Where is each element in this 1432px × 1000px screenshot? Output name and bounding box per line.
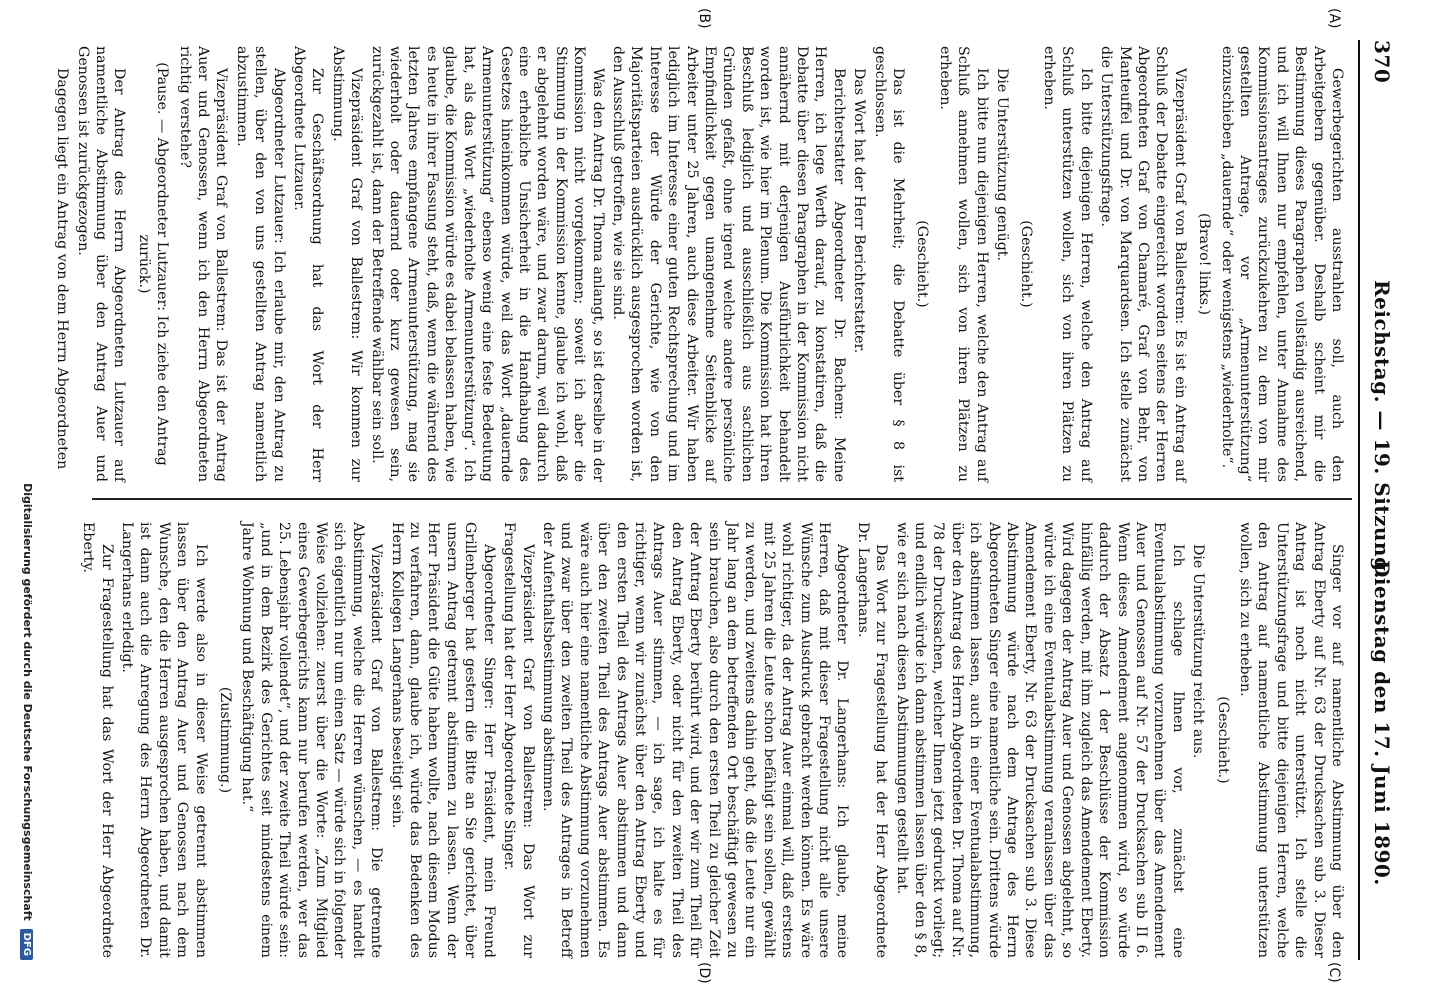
paragraph: Singer vor auf namentliche Abstimmung über den Antrag Eberty auf Nr. 63 der Drucksachen sub 3. Dieser Antrag ist noch nicht unterstützt. Ich stelle die Unterstützungsfrage und bitte diejenigen Herren, welche den Antrag auf namentliche Abstimmung unterstützen wollen, sich zu erheben.: [1236, 522, 1345, 958]
paragraph: (Bravo! links.): [1196, 212, 1213, 316]
paragraph: Dagegen liegt ein Antrag von dem Herrn Abgeordneten: [54, 68, 71, 470]
header-right: Dienstag den 17. Juni 1890.: [1370, 560, 1394, 886]
header-left: Reichstag. — 19. Sitzung.: [1370, 280, 1394, 579]
margin-mark-b: (B): [696, 8, 712, 29]
paragraph: (Geschieht.): [1018, 220, 1035, 308]
paragraph: (Pause. — Abgeordneter Lutzauer: Ich ziehe den Antrag zurück.): [135, 62, 171, 466]
paragraph: (Geschieht.): [1214, 696, 1231, 784]
paragraph: Die Unterstützung genügt.: [994, 68, 1011, 261]
page-header: [1364, 40, 1394, 960]
footer: [10, 40, 34, 960]
paragraph: Der Antrag des Herrn Abgeordneten Lutzauer auf namentliche Abstimmung über den Antrag Auer und Genossen ist zurückgezogen.: [74, 46, 128, 482]
header-rule: [1358, 40, 1360, 960]
paragraph: Das ist die Mehrheit; die Debatte über § 8 ist geschlossen.: [871, 46, 907, 482]
paragraph: Abgeordneter Dr. Langerhans: Ich glaube, meine Herren, daß mit dieser Fragestellung nicht alle unsere Wünsche zum Ausdruck gebracht werden können. Es wäre wohl richtiger, da der Antrag Auer einmal will, daß erstens mit 25 Jahren die Leute schon befähigt sein sollen, gewählt zu werden, und zweitens dahin geht, daß die Leute nur ein Jahr lang an dem betreffenden Ort beschäftigt gewesen zu sein brauchen, also durch den ersten Theil zu gleicher Zeit der Antrag Eberty berührt wird, und der wir zum Theil für den Antrag Eberty, oder nicht für den zweiten Theil des Antrags Auer stimmen, — ich sage, ich halte es für richtiger, wenn wir zunächst über den Antrag Eberty und den ersten Theil des Antrags Auer abstimmen und dann über den zweiten Theil des Antrags Auer abstimmen. Es wäre auch hier eine namentliche Abstimmung vorzunehmen und zwar über den zweiten Theil des Antrages in Betreff der Aufenthaltsbestimmung abstimmen.: [539, 522, 851, 958]
paragraph: Ich bitte diejenigen Herren, welche den Antrag auf Schluß unterstützen wollen, sich von ihren Plätzen zu erheben.: [1040, 46, 1094, 482]
paragraph: Vizepräsident Graf von Ballestrem: Wir kommen zur Abstimmung.: [329, 46, 365, 482]
paragraph: Vizepräsident Graf von Ballestrem: Es ist ein Antrag auf Schluß der Debatte eingereicht worden seitens der Herren Abgeordneten Graf von Chamaré, Graf von Behr, von Manteuffel und Dr. von Marquardsen. Ich stelle zunächst die Unterstützungsfrage.: [1098, 46, 1188, 482]
margin-mark-a: (A): [1326, 8, 1342, 29]
paragraph: Was den Antrag Dr. Thoma anlangt, so ist derselbe in der Kommission nicht vorgekommen; soweit ich aber die Stimmung in der Kommission kenne, glaube ich wohl, daß er abgelehnt worden wäre, und zwar darum, weil dadurch eine erhebliche Unsicherheit in die Handhabung des Gesetzes hineinkommen würde, weil das Wort „dauernde Armenunterstützung“ ebenso wenig eine feste Bedeutung hat, als das Wort „wiederholte Armenunterstützung“. Ich glaube, die Kommission würde es dabei belassen haben, wie es heute in ihrer Fassung steht, daß, wenn die während des letzten Jahres empfangene Armenunterstützung, mag sie wiederholt oder dauernd oder kurz gewesen sein, zurückgezahlt ist, dann der Betreffende wählbar sein soll.: [368, 46, 606, 482]
margin-mark-c: (C): [1326, 962, 1342, 983]
paragraph: Das Wort hat der Herr Berichterstatter.: [851, 68, 868, 354]
paragraph: (Geschieht.): [914, 220, 931, 308]
column-divider: [92, 498, 1352, 500]
paragraph: Die Unterstützung reicht aus.: [1190, 544, 1207, 759]
paragraph: (Zustimmung.): [217, 686, 234, 794]
dfg-logo: DFG: [20, 929, 33, 960]
paragraph: Das Wort zur Fragestellung hat der Herr Abgeordnete Dr. Langerhans.: [854, 522, 890, 958]
paragraph: Ich schlage Ihnen vor, zunächst eine Eventualabstimmung vorzunehmen über das Amendement Auer und Genossen auf Nr. 57 der Drucksachen sub II 6. Wenn dieses Amendement angenommen wird, so würde dadurch der Absatz 1 der Beschlüsse der Kommission hinfällig werden, mit ihm zugleich das Amendement Eberty. Wird dagegen der Antrag Auer und Genossen abgelehnt, so würde ich eine Eventualabstimmung veranlassen über das Amendement Eberty, Nr. 63 der Drucksachen sub 3. Diese Abstimmung würde nach dem Antrage des Herrn Abgeordneten Singer eine namentliche sein. Drittens würde ich abstimmen lassen, auch in einer Eventualabstimmung, über den Antrag des Herrn Abgeordneten Dr. Thoma auf Nr. 78 der Drucksachen, welcher Ihnen jetzt gedruckt vorliegt; und endlich würde ich dann abstimmen lassen über den § 8, wie er sich nach diesen Abstimmungen gestellt hat.: [893, 522, 1186, 958]
paragraph: Abgeordneter Singer: Herr Präsident, mein Freund Grillenberger hat gestern die Bitte an Sie gerichtet, über unsern Antrag getrennt abstimmen zu lassen. Wenn der Herr Präsident die Güte haben wollte, nach diesem Modus zu verfahren, dann, glaube ich, würde das Bedenken des Herrn Kollegen Langerhans beseitigt sein.: [388, 522, 497, 958]
paragraph: Berichterstatter Abgeordneter Dr. Bachem: Meine Herren, ich lege Werth darauf, zu konstatiren, daß die Debatte über diesen Paragraphen in der Kommission nicht annähernd mit derjenigen Ausführlichkeit behandelt worden ist, wie hier im Plenum. Die Kommission hat ihren Beschluß lediglich und ausschließlich aus sachlichen Gründen gefaßt, ohne irgend welche andere persönliche Empfindlichkeit gegen unangenehme Seitenblicke auf Arbeiter unter 25 Jahren, auch diese Arbeiter. Wir haben lediglich im Interesse einer guten Rechtsprechung und im Interesse der Würde der Gerichte, wie von den Majoritätsparteien ausdrücklich ausgesprochen worden ist, den Ausschluß getroffen, wie sie sind.: [609, 46, 847, 482]
right-column: [77, 522, 1346, 958]
paragraph: Vizepräsident Graf von Ballestrem: Die getrennte Abstimmung, welche die Herren wünschen, — es handelt sich eigentlich nur um einen Satz — würde sich in folgender Weise vollziehen: zuerst über die Worte: „Zum Mitglied eines Gewerbegerichts kann nur berufen werden, wer das 25. Lebensjahr vollendet“, und der zweite Theil würde sein: „und in dem Bezirk des Gerichtes seit mindestens einem Jahre Wohnung und Beschäftigung hat.“: [239, 522, 385, 958]
margin-mark-d: (D): [696, 962, 712, 984]
paragraph: Vizepräsident Graf von Ballestrem: Das ist der Antrag Auer und Genossen, wenn ich den Herrn Abgeordneten richtig verstehe?: [176, 46, 230, 482]
paragraph: Ich bitte nun diejenigen Herren, welche den Antrag auf Schluß annehmen wollen, sich von ihren Plätzen zu erheben.: [936, 46, 990, 482]
paragraph: Zur Fragestellung hat das Wort der Herr Abgeordnete Eberty.: [80, 522, 115, 958]
paragraph: Zur Geschäftsordnung hat das Wort der Herr Abgeordnete Lutzauer.: [291, 46, 326, 482]
paragraph: Vizepräsident Graf von Ballestrem: Das Wort zur Fragestellung hat der Herr Abgeordnete Singer.: [501, 522, 536, 958]
footer-credit: Digitalisierung gefördert durch die Deutsche Forschungsgemeinschaft: [21, 483, 34, 921]
page-number: 370: [1370, 40, 1394, 84]
paragraph: Ich werde also in dieser Weise getrennt abstimmen lassen über den Antrag Auer und Genossen nach dem Wunsche, den die Herren ausgesprochen haben, und damit ist dann auch die Anregung des Herrn Abgeordneten Dr. Langerhans erledigt.: [119, 522, 209, 958]
left-column: [51, 46, 1346, 482]
paragraph: Abgeordneter Lutzauer: Ich erlaube mir, den Antrag zu stellen, über den von uns gestellten Antrag namentlich abzustimmen.: [233, 46, 287, 482]
paragraph: Gewerbegerichten ausstrahlen soll, auch den Arbeitgebern gegenüber. Deshalb scheint mir die Bestimmung dieses Paragraphen vollständig ausreichend, und ich will Ihnen nur empfehlen, unter Annahme des Kommissionsantrages zurückzukehren zu dem von mir gestellten Antrage, vor „Armenunterstützung“ einzuschieben „dauernde“ oder wenigstens „wiederholte“.: [1218, 46, 1345, 482]
